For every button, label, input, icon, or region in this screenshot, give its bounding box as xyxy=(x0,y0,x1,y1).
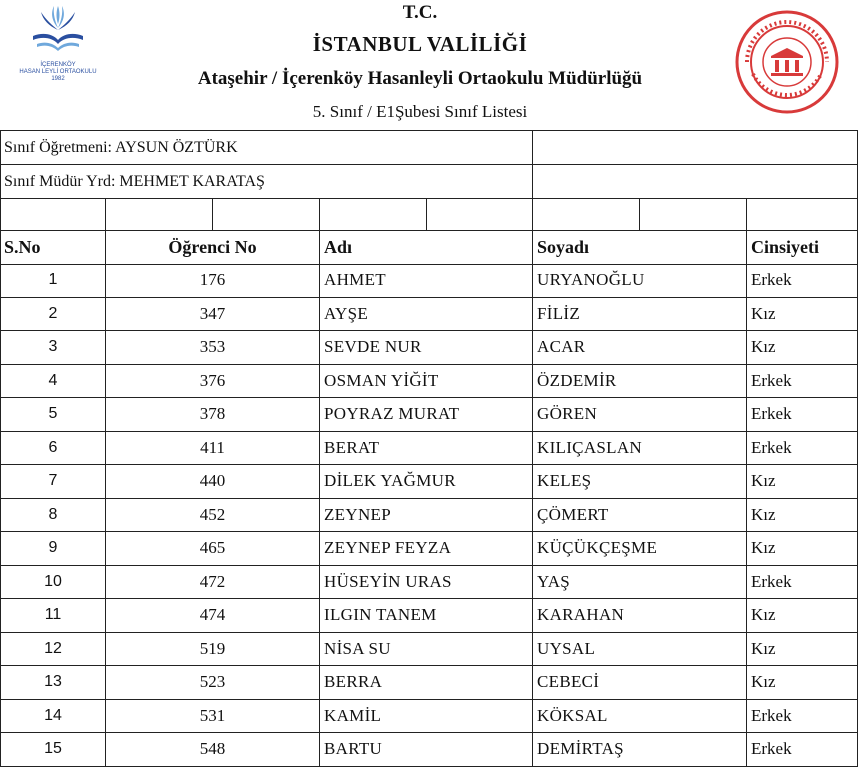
cell-sno: 5 xyxy=(0,398,106,431)
cell-gender: Kız xyxy=(747,633,858,666)
logo-text-line1: İÇERENKÖY xyxy=(40,62,76,68)
title-tc: T.C. xyxy=(402,2,438,23)
cell-student-no: 465 xyxy=(106,532,320,565)
header-surname: Soyadı xyxy=(533,231,747,264)
cell-gender: Erkek xyxy=(747,566,858,599)
table-row xyxy=(0,733,858,767)
table-row xyxy=(0,633,858,667)
table-row xyxy=(0,666,858,700)
school-logo xyxy=(4,0,112,100)
cell-sno: 11 xyxy=(0,599,106,632)
cell-student-no: 472 xyxy=(106,566,320,599)
ministry-seal-icon xyxy=(733,8,841,116)
cell-sno: 15 xyxy=(0,733,106,766)
cell-surname: GÖREN xyxy=(533,398,747,431)
cell-surname: DEMİRTAŞ xyxy=(533,733,747,766)
cell-surname: YAŞ xyxy=(533,566,747,599)
cell-sno: 6 xyxy=(0,432,106,465)
cell-sno: 9 xyxy=(0,532,106,565)
logo-text-line2: HASAN LEYLİ ORTAOKULU xyxy=(19,69,97,75)
cell-gender: Kız xyxy=(747,666,858,699)
cell-gender: Erkek xyxy=(747,264,858,297)
cell-sno: 14 xyxy=(0,700,106,733)
cell-name: BARTU xyxy=(320,733,533,766)
header-gender: Cinsiyeti xyxy=(747,231,858,264)
cell-surname: CEBECİ xyxy=(533,666,747,699)
cell-name: ILGIN TANEM xyxy=(320,599,533,632)
cell-student-no: 411 xyxy=(106,432,320,465)
cell-surname: FİLİZ xyxy=(533,298,747,331)
cell-gender: Kız xyxy=(747,465,858,498)
school-emblem-icon xyxy=(23,0,93,62)
cell-name: OSMAN YİĞİT xyxy=(320,365,533,398)
empty-row xyxy=(0,199,858,231)
cell-student-no: 353 xyxy=(106,331,320,364)
cell-sno: 4 xyxy=(0,365,106,398)
cell-student-no: 176 xyxy=(106,264,320,297)
header-student-no: Öğrenci No xyxy=(106,231,320,264)
cell-gender: Kız xyxy=(747,298,858,331)
header-sno: S.No xyxy=(0,231,106,264)
cell-name: HÜSEYİN URAS xyxy=(320,566,533,599)
cell-sno: 10 xyxy=(0,566,106,599)
cell-surname: KARAHAN xyxy=(533,599,747,632)
cell-student-no: 523 xyxy=(106,666,320,699)
cell-student-no: 474 xyxy=(106,599,320,632)
cell-gender: Erkek xyxy=(747,365,858,398)
cell-student-no: 548 xyxy=(106,733,320,766)
cell-gender: Erkek xyxy=(747,398,858,431)
cell-gender: Kız xyxy=(747,599,858,632)
cell-gender: Kız xyxy=(747,532,858,565)
table-row xyxy=(0,700,858,734)
logo-text-line3: 1982 xyxy=(51,76,65,82)
cell-name: BERAT xyxy=(320,432,533,465)
title-governorship: İSTANBUL VALİLİĞİ xyxy=(312,32,528,56)
cell-name: DİLEK YAĞMUR xyxy=(320,465,533,498)
cell-student-no: 531 xyxy=(106,700,320,733)
cell-surname: KILIÇASLAN xyxy=(533,432,747,465)
cell-gender: Erkek xyxy=(747,432,858,465)
cell-gender: Erkek xyxy=(747,700,858,733)
cell-student-no: 440 xyxy=(106,465,320,498)
teacher-label: Sınıf Öğretmeni: AYSUN ÖZTÜRK xyxy=(4,138,238,156)
table-row xyxy=(0,264,858,298)
cell-gender: Kız xyxy=(747,331,858,364)
cell-gender: Kız xyxy=(747,499,858,532)
table-row xyxy=(0,566,858,600)
table-row xyxy=(0,532,858,566)
cell-sno: 8 xyxy=(0,499,106,532)
vice-principal-label: Sınıf Müdür Yrd: MEHMET KARATAŞ xyxy=(4,172,265,190)
cell-student-no: 347 xyxy=(106,298,320,331)
cell-name: AYŞE xyxy=(320,298,533,331)
table-row xyxy=(0,599,858,633)
title-school-directorate: Ataşehir / İçerenköy Hasanleyli Ortaokulu Müdürlüğü xyxy=(197,68,643,89)
cell-surname: KÖKSAL xyxy=(533,700,747,733)
table-header-row xyxy=(0,231,858,265)
cell-surname: ÖZDEMİR xyxy=(533,365,747,398)
cell-surname: URYANOĞLU xyxy=(533,264,747,297)
cell-sno: 1 xyxy=(0,264,106,297)
cell-surname: UYSAL xyxy=(533,633,747,666)
cell-name: ZEYNEP xyxy=(320,499,533,532)
cell-name: POYRAZ MURAT xyxy=(320,398,533,431)
cell-surname: KELEŞ xyxy=(533,465,747,498)
table-row xyxy=(0,499,858,533)
cell-sno: 7 xyxy=(0,465,106,498)
cell-name: SEVDE NUR xyxy=(320,331,533,364)
cell-sno: 13 xyxy=(0,666,106,699)
table-row xyxy=(0,365,858,399)
info-row-teacher xyxy=(0,131,858,165)
table-row xyxy=(0,465,858,499)
table-row xyxy=(0,298,858,332)
cell-name: KAMİL xyxy=(320,700,533,733)
cell-sno: 12 xyxy=(0,633,106,666)
cell-name: BERRA xyxy=(320,666,533,699)
cell-surname: KÜÇÜKÇEŞME xyxy=(533,532,747,565)
cell-name: NİSA SU xyxy=(320,633,533,666)
cell-name: ZEYNEP FEYZA xyxy=(320,532,533,565)
header-name: Adı xyxy=(320,231,533,264)
table-row xyxy=(0,331,858,365)
info-row-vice-principal xyxy=(0,165,858,199)
table-row xyxy=(0,398,858,432)
table-row xyxy=(0,432,858,466)
ministry-seal xyxy=(733,8,841,116)
cell-surname: ACAR xyxy=(533,331,747,364)
document-header xyxy=(0,0,859,130)
cell-sno: 2 xyxy=(0,298,106,331)
cell-name: AHMET xyxy=(320,264,533,297)
title-class-list: 5. Sınıf / E1Şubesi Sınıf Listesi xyxy=(312,102,528,121)
cell-student-no: 452 xyxy=(106,499,320,532)
cell-student-no: 378 xyxy=(106,398,320,431)
cell-gender: Erkek xyxy=(747,733,858,766)
cell-surname: ÇÖMERT xyxy=(533,499,747,532)
cell-sno: 3 xyxy=(0,331,106,364)
cell-student-no: 376 xyxy=(106,365,320,398)
cell-student-no: 519 xyxy=(106,633,320,666)
class-list-table xyxy=(0,130,858,257)
